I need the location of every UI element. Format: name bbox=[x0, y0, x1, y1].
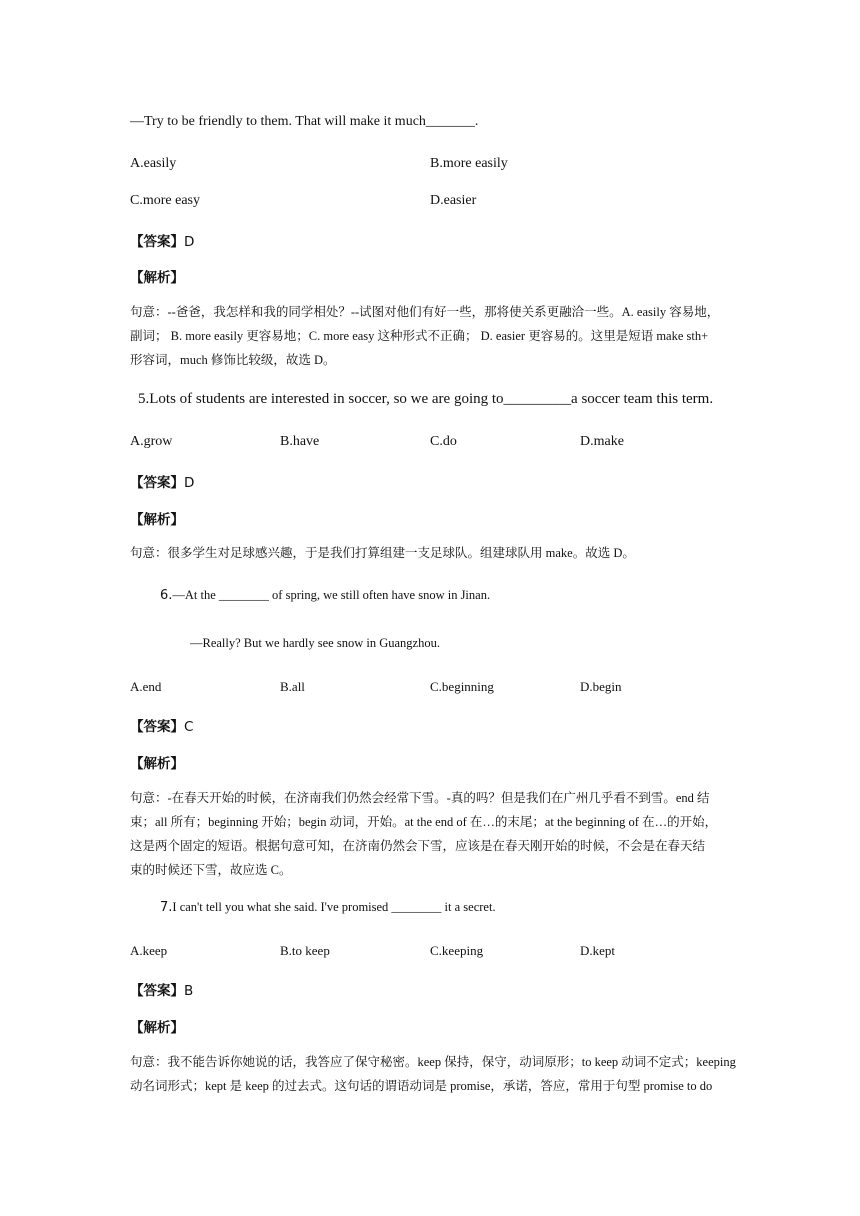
q5-analysis-line-1: 句意：很多学生对足球感兴趣，于是我们打算组建一支足球队。组建球队用 make。故选 D。 bbox=[130, 546, 635, 560]
q6-analysis-line-3: 这是两个固定的短语。根据句意可知，在济南仍然会下雪，应该是在春天刚开始的时候，不会是在春天结 bbox=[130, 839, 706, 853]
q4-answer-label: 【答案】 bbox=[130, 234, 184, 250]
q4-stem: —Try to be friendly to them. That will make it much_______. bbox=[130, 114, 479, 129]
q4-answer-value: D bbox=[184, 234, 195, 250]
q6-answer bbox=[130, 715, 193, 735]
q6-number: 6. bbox=[160, 588, 173, 603]
q4-analysis-label: 【解析】 bbox=[130, 270, 184, 286]
q7-answer bbox=[130, 979, 193, 999]
q6-option-d: D.begin bbox=[580, 679, 622, 694]
q4-option-a: A.easily bbox=[130, 156, 177, 171]
q5-answer bbox=[130, 471, 194, 491]
q5-option-d: D.make bbox=[580, 434, 624, 449]
q6-answer-label: 【答案】 bbox=[130, 719, 184, 735]
q4-analysis-line-2: 副词； B. more easily 更容易地；C. more easy 这种形式不正确； D. easier 更容易的。这里是短语 make sth+ bbox=[130, 329, 709, 343]
q5-answer-label: 【答案】 bbox=[130, 475, 184, 491]
q7-analysis-line-1: 句意：我不能告诉你她说的话，我答应了保守秘密。keep 保持，保守，动词原形；to keep 动词不定式；keeping bbox=[130, 1055, 736, 1069]
q6-analysis-line-1: 句意：-在春天开始的时候，在济南我们仍然会经常下雪。-真的吗？但是我们在广州几乎看不到雪。end 结 bbox=[130, 791, 710, 805]
q5-analysis bbox=[130, 541, 730, 565]
q6-option-a: A.end bbox=[130, 679, 162, 694]
q5-option-c: C.do bbox=[430, 434, 457, 449]
q4-option-b: B.more easily bbox=[430, 156, 508, 171]
q7-option-b: B.to keep bbox=[280, 943, 330, 958]
q4-analysis-line-3: 形容词，much 修饰比较级，故选 D。 bbox=[130, 353, 336, 367]
q6-stem-reply: —Really? But we hardly see snow in Guangzhou. bbox=[190, 636, 440, 650]
q4-option-c: C.more easy bbox=[130, 193, 200, 208]
q7-answer-label: 【答案】 bbox=[130, 983, 184, 999]
q7-option-a: A.keep bbox=[130, 943, 168, 958]
q4-analysis bbox=[130, 300, 730, 372]
q5-number: 5. bbox=[138, 391, 150, 407]
q5-analysis-label: 【解析】 bbox=[130, 512, 184, 528]
q7-analysis bbox=[130, 1050, 736, 1098]
q6-answer-value: C bbox=[184, 719, 194, 735]
q7-answer-value: B bbox=[184, 983, 194, 999]
q6-analysis-line-4: 束的时候还下雪，故应选 C。 bbox=[130, 863, 292, 877]
q7-option-d: D.kept bbox=[580, 943, 616, 958]
q6-option-c: C.beginning bbox=[430, 679, 494, 694]
q5-answer-value: D bbox=[184, 475, 195, 491]
q7-stem: I can't tell you what she said. I've promised ________ it a secret. bbox=[172, 900, 496, 914]
q6-analysis bbox=[130, 786, 730, 882]
q5-stem: Lots of students are interested in soccer, so we are going to_________a soccer team this term. bbox=[149, 391, 714, 407]
q7-question bbox=[160, 900, 496, 915]
q5-option-a: A.grow bbox=[130, 434, 173, 449]
q7-analysis-label: 【解析】 bbox=[130, 1020, 184, 1036]
q6-question bbox=[160, 588, 490, 603]
q7-option-c: C.keeping bbox=[430, 943, 484, 958]
q4-answer bbox=[130, 230, 194, 250]
q7-number: 7. bbox=[160, 900, 173, 915]
q6-analysis-label: 【解析】 bbox=[130, 756, 184, 772]
q6-stem: —At the ________ of spring, we still often have snow in Jinan. bbox=[172, 588, 491, 602]
q7-analysis-line-2: 动名词形式；kept 是 keep 的过去式。这句话的谓语动词是 promise，承诺，答应，常用于句型 promise to do bbox=[130, 1079, 713, 1093]
q6-option-b: B.all bbox=[280, 679, 305, 694]
q5-option-b: B.have bbox=[280, 434, 320, 449]
q5-question bbox=[138, 391, 713, 408]
q6-analysis-line-2: 束；all 所有；beginning 开始；begin 动词，开始。at the end of 在…的末尾；at the beginning of 在…的开始， bbox=[130, 815, 718, 829]
q4-analysis-line-1: 句意：--爸爸，我怎样和我的同学相处？--试图对他们有好一些，那将使关系更融洽一些。A. easily 容易地， bbox=[130, 305, 720, 319]
q4-option-d: D.easier bbox=[430, 193, 477, 208]
